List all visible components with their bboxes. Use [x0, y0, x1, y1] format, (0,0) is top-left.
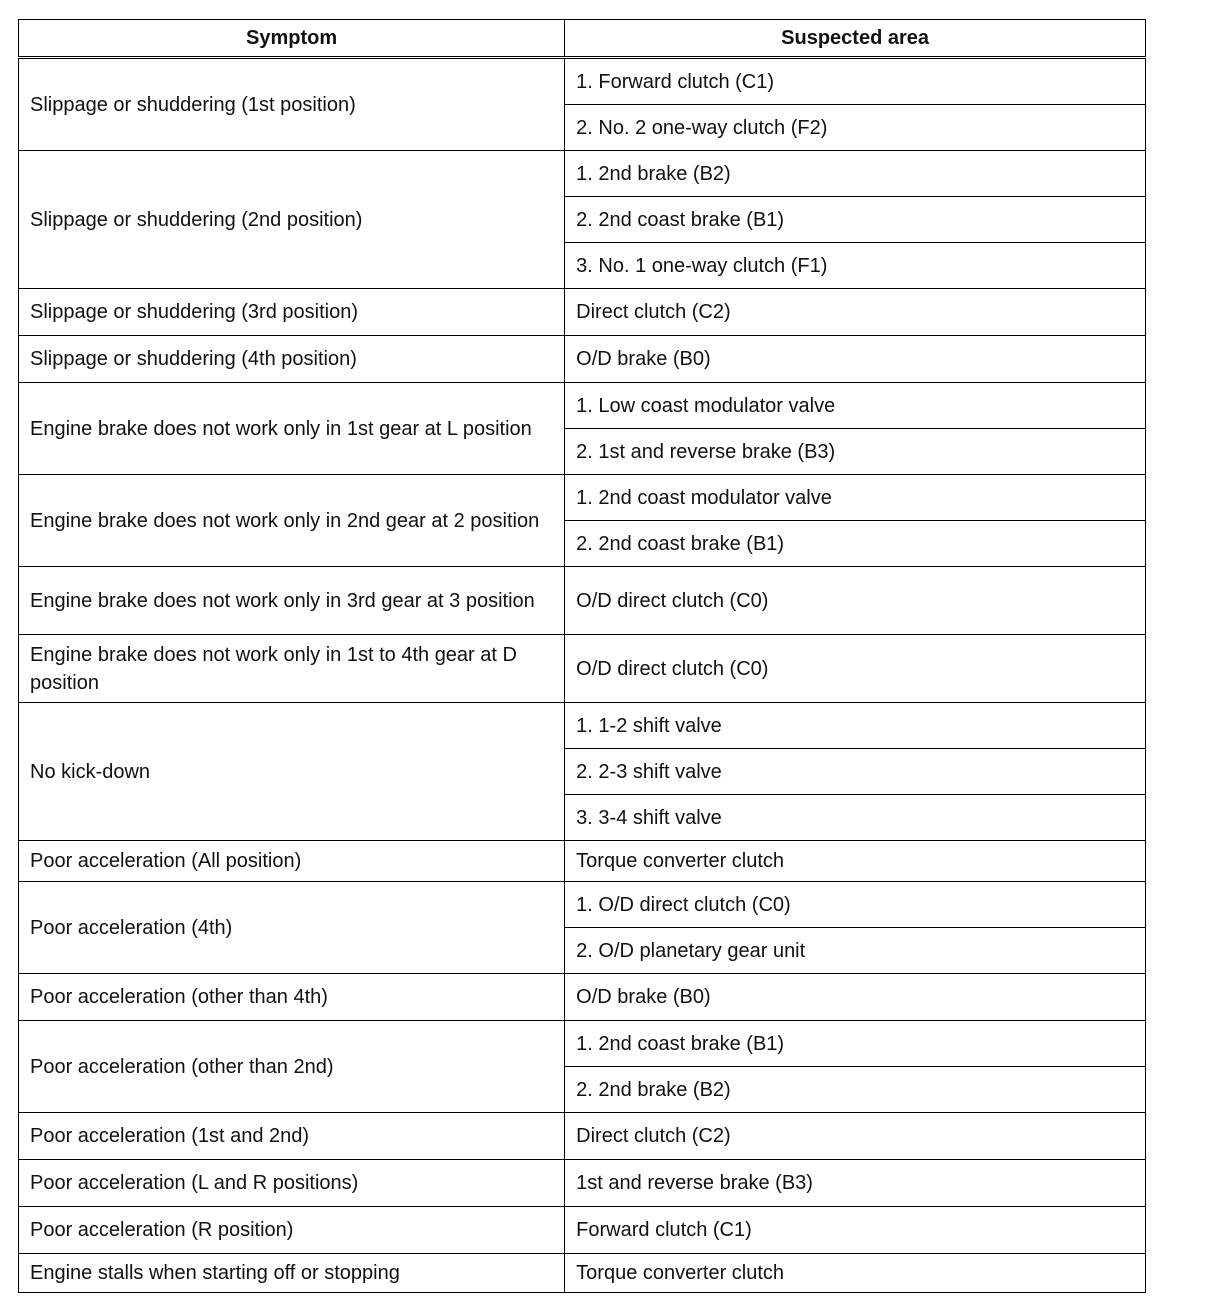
suspected-area-cell: 2. 2-3 shift valve — [565, 749, 1146, 795]
symptom-cell: Engine brake does not work only in 1st gear at L position — [19, 383, 565, 475]
symptom-header: Symptom — [19, 20, 565, 58]
suspected-area-cell: 1. 2nd brake (B2) — [565, 151, 1146, 197]
symptom-cell: Engine stalls when starting off or stopping — [19, 1254, 565, 1293]
suspected-area-cell: 2. 2nd coast brake (B1) — [565, 521, 1146, 567]
table-body — [19, 58, 1146, 1293]
symptom-cell: Poor acceleration (R position) — [19, 1207, 565, 1254]
table-row — [19, 974, 1146, 1021]
table-row — [19, 1021, 1146, 1067]
symptom-cell: Slippage or shuddering (4th position) — [19, 336, 565, 383]
symptom-cell: Poor acceleration (All position) — [19, 841, 565, 882]
suspected-area-cell: 2. 2nd brake (B2) — [565, 1067, 1146, 1113]
suspected-area-cell: 1. Low coast modulator valve — [565, 383, 1146, 429]
suspected-area-cell: 1. 2nd coast modulator valve — [565, 475, 1146, 521]
table-header-row — [19, 20, 1146, 58]
suspected-area-cell: 2. O/D planetary gear unit — [565, 928, 1146, 974]
suspected-area-cell: 2. No. 2 one-way clutch (F2) — [565, 105, 1146, 151]
symptom-cell: Poor acceleration (other than 2nd) — [19, 1021, 565, 1113]
symptom-cell: Slippage or shuddering (2nd position) — [19, 151, 565, 289]
table-row — [19, 289, 1146, 336]
table-row — [19, 58, 1146, 105]
suspected-area-cell: Direct clutch (C2) — [565, 289, 1146, 336]
suspected-area-header: Suspected area — [565, 20, 1146, 58]
table-row — [19, 635, 1146, 703]
symptom-cell: Poor acceleration (L and R positions) — [19, 1160, 565, 1207]
table-row — [19, 703, 1146, 749]
suspected-area-cell: Torque converter clutch — [565, 1254, 1146, 1293]
table-row — [19, 151, 1146, 197]
symptom-cell: Engine brake does not work only in 3rd gear at 3 position — [19, 567, 565, 635]
table-row — [19, 1207, 1146, 1254]
suspected-area-cell: Forward clutch (C1) — [565, 1207, 1146, 1254]
suspected-area-cell: 1. O/D direct clutch (C0) — [565, 882, 1146, 928]
symptom-cell: Poor acceleration (4th) — [19, 882, 565, 974]
table-row — [19, 1113, 1146, 1160]
symptom-cell: Slippage or shuddering (3rd position) — [19, 289, 565, 336]
troubleshooting-table — [18, 19, 1146, 1293]
symptom-cell: Slippage or shuddering (1st position) — [19, 58, 565, 151]
symptom-cell: Poor acceleration (1st and 2nd) — [19, 1113, 565, 1160]
table-row — [19, 567, 1146, 635]
symptom-cell: Engine brake does not work only in 1st to 4th gear at D position — [19, 635, 565, 703]
suspected-area-cell: Direct clutch (C2) — [565, 1113, 1146, 1160]
suspected-area-cell: 2. 1st and reverse brake (B3) — [565, 429, 1146, 475]
symptom-cell: Engine brake does not work only in 2nd gear at 2 position — [19, 475, 565, 567]
table-row — [19, 841, 1146, 882]
table-row — [19, 383, 1146, 429]
suspected-area-cell: 3. No. 1 one-way clutch (F1) — [565, 243, 1146, 289]
suspected-area-cell: 1. 2nd coast brake (B1) — [565, 1021, 1146, 1067]
table-row — [19, 475, 1146, 521]
suspected-area-cell: O/D brake (B0) — [565, 336, 1146, 383]
suspected-area-cell: 1. Forward clutch (C1) — [565, 58, 1146, 105]
table-row — [19, 1254, 1146, 1293]
table-row — [19, 882, 1146, 928]
suspected-area-cell: O/D direct clutch (C0) — [565, 635, 1146, 703]
suspected-area-cell: Torque converter clutch — [565, 841, 1146, 882]
table-row — [19, 336, 1146, 383]
suspected-area-cell: 3. 3-4 shift valve — [565, 795, 1146, 841]
table-row — [19, 1160, 1146, 1207]
suspected-area-cell: 1. 1-2 shift valve — [565, 703, 1146, 749]
symptom-cell: Poor acceleration (other than 4th) — [19, 974, 565, 1021]
suspected-area-cell: 1st and reverse brake (B3) — [565, 1160, 1146, 1207]
symptom-cell: No kick-down — [19, 703, 565, 841]
suspected-area-cell: 2. 2nd coast brake (B1) — [565, 197, 1146, 243]
suspected-area-cell: O/D brake (B0) — [565, 974, 1146, 1021]
suspected-area-cell: O/D direct clutch (C0) — [565, 567, 1146, 635]
